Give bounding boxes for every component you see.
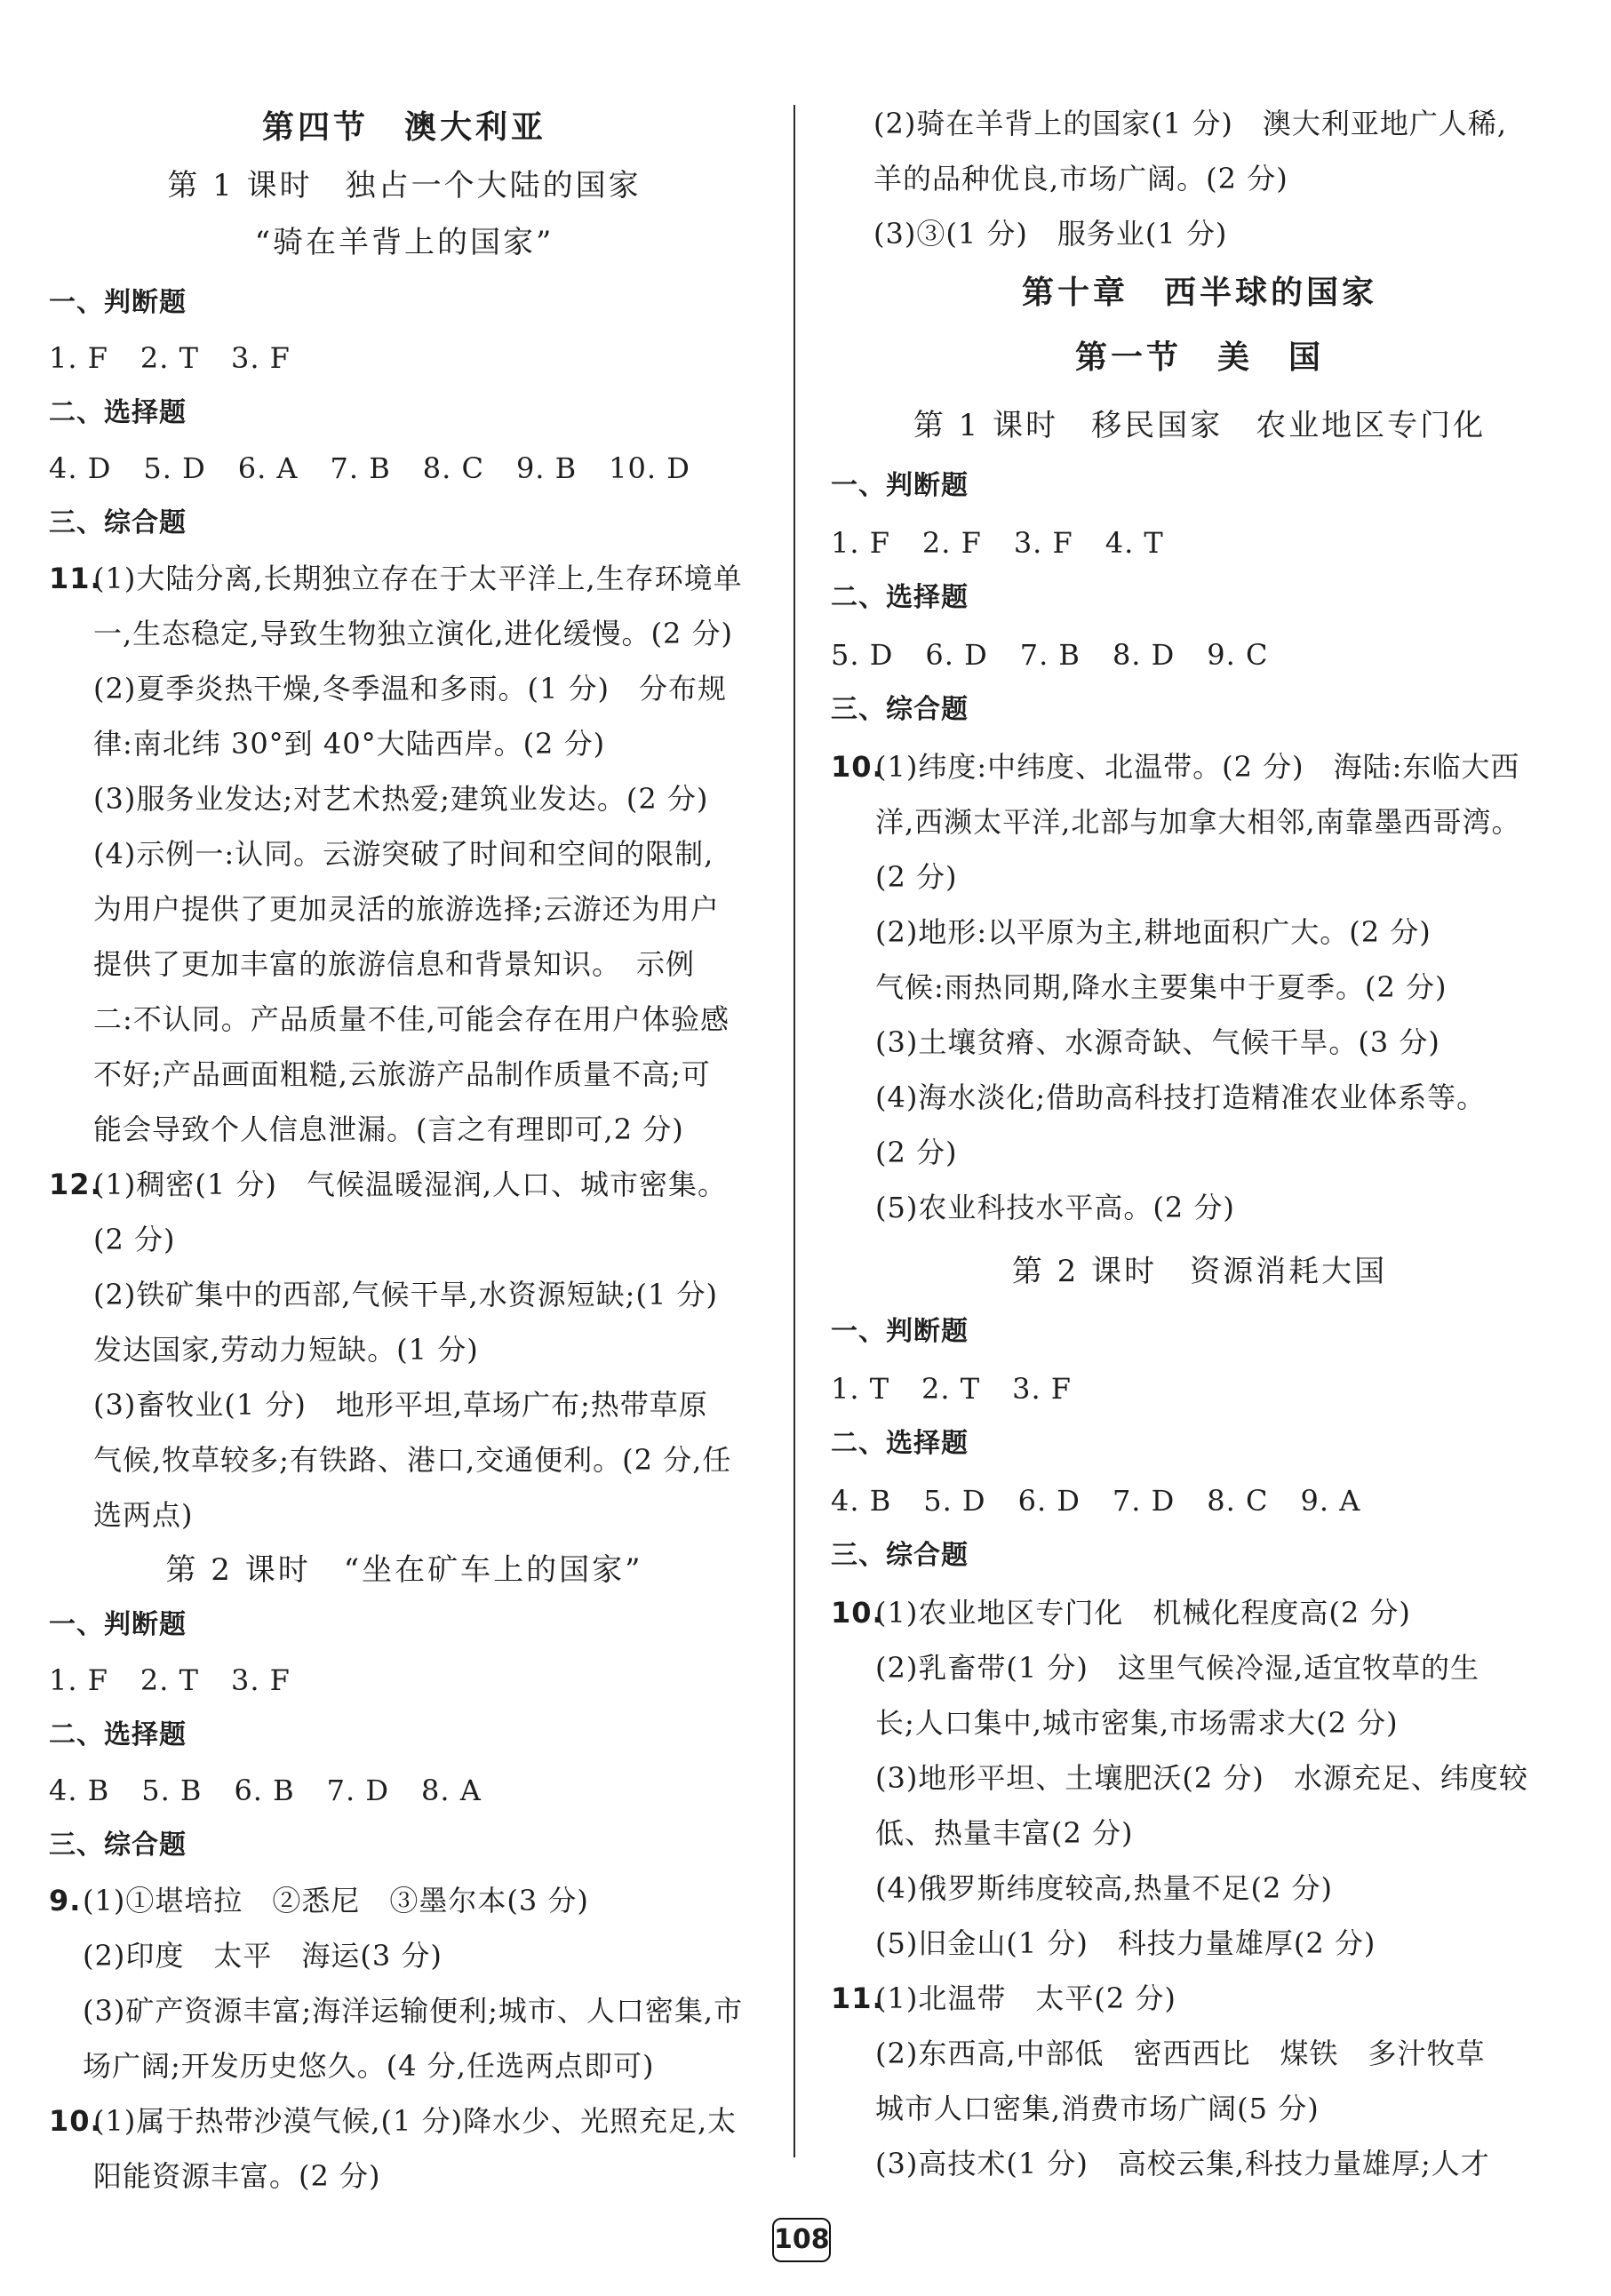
answer-item: 2. T	[140, 1663, 199, 1697]
lesson-title: 第 2 课时 “坐在矿车上的国家”	[165, 1552, 643, 1588]
answer-item: 1. F	[831, 526, 890, 560]
answer-row	[831, 519, 1196, 567]
answer-item: 2. F	[921, 526, 982, 560]
answer-line: (2)夏季炎热干燥,冬季温和多雨。(1 分) 分布规	[93, 672, 728, 706]
question-number: 10.	[49, 2104, 102, 2138]
answer-line: (2 分)	[875, 1136, 958, 1169]
section-title: 第四节 澳大利亚	[261, 109, 546, 146]
answer-item: 8. D	[1112, 638, 1176, 672]
answer-item: 2. T	[140, 341, 199, 375]
answer-line: (5)旧金山(1 分) 科技力量雄厚(2 分)	[875, 1926, 1376, 1960]
answer-line: (4)俄罗斯纬度较高,热量不足(2 分)	[875, 1871, 1334, 1905]
answer-line: 能会导致个人信息泄漏。(言之有理即可,2 分)	[93, 1112, 684, 1146]
answer-line: (1)①堪培拉 ②悉尼 ③墨尔本(3 分)	[83, 1884, 589, 1917]
answer-line: 律:南北纬 30°到 40°大陆西岸。(2 分)	[93, 727, 606, 761]
answer-item: 3. F	[1013, 526, 1073, 560]
answer-item: 7. D	[326, 1774, 390, 1807]
answer-item: 6. B	[234, 1774, 295, 1807]
answer-item: 9. A	[1300, 1484, 1361, 1518]
answer-line: 一,生态稳定,导致生物独立演化,进化缓慢。(2 分)	[93, 617, 734, 650]
answer-item: 3. F	[1012, 1372, 1072, 1406]
answer-item: 9. C	[1207, 638, 1269, 672]
lesson-title: 第 2 课时 资源消耗大国	[1011, 1254, 1388, 1289]
answer-line: 城市人口密集,消费市场广阔(5 分)	[875, 2092, 1320, 2125]
section-heading: 一、判断题	[831, 470, 969, 501]
answer-item: 6. D	[925, 638, 988, 672]
answer-row	[49, 444, 722, 492]
answer-row	[49, 334, 323, 382]
question-number: 12.	[49, 1168, 102, 1201]
section-heading: 二、选择题	[831, 1428, 969, 1459]
answer-item: 8. C	[422, 451, 484, 485]
answer-line: 阳能资源丰富。(2 分)	[93, 2159, 381, 2193]
answer-item: 4. D	[49, 451, 112, 485]
answer-line: (2)东西高,中部低 密西西比 煤铁 多汁牧草	[875, 2037, 1486, 2070]
answer-line: (1)大陆分离,长期独立存在于太平洋上,生存环境单	[93, 562, 743, 595]
answer-line: 不好;产品画面粗糙,云旅游产品制作质量不高;可	[93, 1057, 711, 1091]
answer-line: (2 分)	[93, 1223, 176, 1256]
question-number: 11.	[831, 1981, 884, 2015]
answer-item: 4. B	[49, 1774, 110, 1807]
answer-item: 6. D	[1017, 1484, 1081, 1518]
answer-line: 二:不认同。产品质量不佳,可能会存在用户体验感	[93, 1002, 730, 1036]
section-heading: 二、选择题	[49, 1719, 187, 1750]
answer-item: 10. D	[609, 451, 690, 485]
answer-item: 2. T	[921, 1372, 981, 1406]
answer-line: 为用户提供了更加灵活的旅游选择;云游还为用户	[93, 892, 720, 926]
answer-row	[831, 631, 1300, 679]
answer-item: 5. D	[831, 638, 894, 672]
question-number: 10.	[831, 750, 884, 784]
answer-item: 4. T	[1105, 526, 1164, 560]
answer-item: 1. F	[49, 341, 108, 375]
answer-item: 1. T	[831, 1372, 890, 1406]
answer-line: 气候,牧草较多;有铁路、港口,交通便利。(2 分,任	[93, 1443, 732, 1477]
answer-line: (3)服务业发达;对艺术热爱;建筑业发达。(2 分)	[93, 782, 709, 816]
answer-row	[49, 1656, 323, 1704]
answer-line: 洋,西濒太平洋,北部与加拿大相邻,南靠墨西哥湾。	[875, 805, 1521, 839]
answer-line: (5)农业科技水平高。(2 分)	[875, 1191, 1235, 1224]
answer-line: (2 分)	[875, 860, 958, 894]
column-divider	[794, 105, 795, 2157]
answer-item: 7. B	[1019, 638, 1081, 672]
question-number: 9.	[49, 1884, 82, 1917]
answer-item: 5. D	[923, 1484, 986, 1518]
chapter-title: 第十章 西半球的国家	[1021, 275, 1377, 311]
section-heading: 三、综合题	[831, 694, 969, 725]
answer-item: 8. C	[1207, 1484, 1269, 1518]
answer-line: 长;人口集中,城市密集,市场需求大(2 分)	[875, 1706, 1399, 1740]
section-heading: 一、判断题	[49, 1609, 187, 1640]
section-heading: 二、选择题	[49, 397, 187, 428]
lesson-title: 第 1 课时 独占一个大陆的国家	[167, 168, 642, 203]
answer-item: 8. A	[421, 1774, 482, 1807]
answer-item: 6. A	[237, 451, 299, 485]
answer-line: 发达国家,劳动力短缺。(1 分)	[93, 1333, 479, 1367]
answer-item: 3. F	[230, 1663, 291, 1697]
answer-line: (4)示例一:认同。云游突破了时间和空间的限制,	[93, 837, 714, 871]
answer-line: (3)土壤贫瘠、水源奇缺、气候干旱。(3 分)	[875, 1025, 1440, 1059]
answer-line: 提供了更加丰富的旅游信息和背景知识。 示例	[93, 947, 696, 981]
answer-item: 4. B	[831, 1484, 892, 1518]
answer-line: (1)稠密(1 分) 气候温暖湿润,人口、城市密集。	[93, 1168, 728, 1201]
answer-line: (3)高技术(1 分) 高校云集,科技力量雄厚;人才	[875, 2147, 1490, 2180]
answer-line: (2)铁矿集中的西部,气候干旱,水资源短缺;(1 分)	[93, 1278, 718, 1311]
question-number: 11.	[49, 562, 102, 595]
section-heading: 三、综合题	[49, 507, 187, 538]
answer-line: (2)乳畜带(1 分) 这里气候冷湿,适宜牧草的生	[875, 1651, 1480, 1685]
answer-line: (4)海水淡化;借助高科技打造精准农业体系等。	[875, 1080, 1487, 1114]
section-heading: 一、判断题	[49, 287, 187, 318]
answer-row	[49, 1766, 514, 1814]
lesson-subtitle: “骑在羊背上的国家”	[254, 225, 554, 260]
section-heading: 一、判断题	[831, 1316, 969, 1347]
answer-line: (1)农业地区专门化 机械化程度高(2 分)	[875, 1596, 1411, 1630]
answer-line: 场广阔;开发历史悠久。(4 分,任选两点即可)	[83, 2049, 655, 2083]
answer-line: (3)畜牧业(1 分) 地形平坦,草场广布;热带草原	[93, 1388, 708, 1422]
answer-row	[831, 1477, 1392, 1525]
answer-line: (2)地形:以平原为主,耕地面积广大。(2 分)	[875, 915, 1432, 949]
answer-item: 7. D	[1112, 1484, 1176, 1518]
answer-line: (1)纬度:中纬度、北温带。(2 分) 海陆:东临大西	[875, 750, 1520, 784]
answer-line: 选两点)	[93, 1498, 194, 1532]
answer-row	[831, 1365, 1104, 1413]
answer-line: (3)③(1 分) 服务业(1 分)	[873, 217, 1228, 251]
answer-line: (2)印度 太平 海运(3 分)	[83, 1939, 443, 1973]
answer-item: 5. D	[143, 451, 206, 485]
question-number: 10.	[831, 1596, 884, 1630]
page-number: 108	[772, 2218, 831, 2262]
section-heading: 三、综合题	[831, 1540, 969, 1571]
answer-line: (1)北温带 太平(2 分)	[875, 1981, 1176, 2015]
answer-item: 3. F	[230, 341, 291, 375]
answer-line: (3)矿产资源丰富;海洋运输便利;城市、人口密集,市	[83, 1994, 744, 2028]
answer-item: 1. F	[49, 1663, 108, 1697]
section-title: 第一节 美 国	[1074, 339, 1324, 376]
answer-item: 7. B	[330, 451, 391, 485]
answer-line: 羊的品种优良,市场广阔。(2 分)	[873, 162, 1288, 195]
answer-line: (1)属于热带沙漠气候,(1 分)降水少、光照充足,太	[93, 2104, 738, 2138]
answer-item: 5. B	[141, 1774, 203, 1807]
section-heading: 二、选择题	[831, 582, 969, 613]
section-heading: 三、综合题	[49, 1830, 187, 1861]
lesson-title: 第 1 课时 移民国家 农业地区专门化	[913, 408, 1487, 443]
answer-line: (3)地形平坦、土壤肥沃(2 分) 水源充足、纬度较	[875, 1761, 1528, 1795]
answer-line: 气候:雨热同期,降水主要集中于夏季。(2 分)	[875, 970, 1448, 1004]
answer-item: 9. B	[515, 451, 578, 485]
answer-line: 低、热量丰富(2 分)	[875, 1816, 1134, 1850]
answer-line: (2)骑在羊背上的国家(1 分) 澳大利亚地广人稀,	[873, 107, 1508, 140]
